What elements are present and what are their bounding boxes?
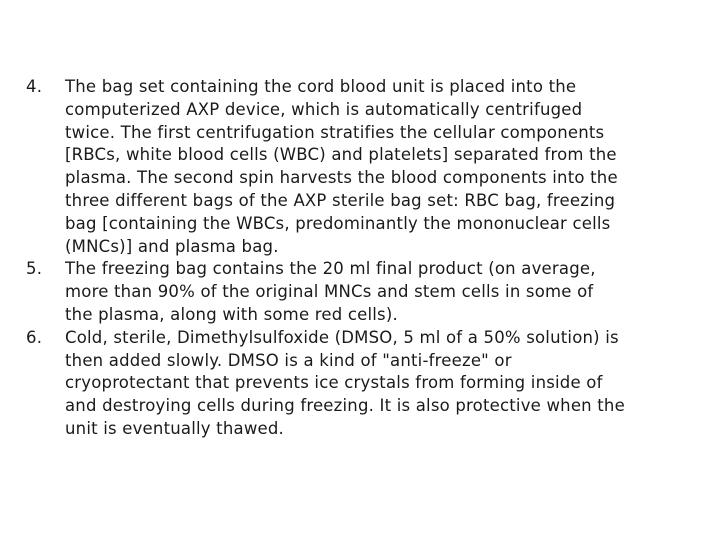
- text-line: computerized AXP device, which is automatically centrifuged: [65, 99, 583, 119]
- numbered-list: [26, 76, 702, 441]
- item-text: [65, 258, 702, 326]
- text-line: (MNCs)] and plasma bag.: [65, 236, 279, 256]
- list-item-6: [26, 327, 702, 441]
- list-item-5: [26, 258, 702, 326]
- item-number: 5.: [26, 259, 43, 279]
- text-line: bag [containing the WBCs, predominantly the mononuclear cells: [65, 213, 611, 233]
- item-number: 6.: [26, 327, 43, 347]
- item-text: [65, 76, 702, 258]
- item-text: [65, 327, 702, 441]
- text-line: more than 90% of the original MNCs and stem cells in some of: [65, 282, 594, 302]
- text-line: cryoprotectant that prevents ice crystals from forming inside of: [65, 373, 603, 393]
- item-number: 4.: [26, 77, 43, 96]
- text-line: The freezing bag contains the 20 ml final product (on average,: [65, 259, 596, 279]
- text-line: and destroying cells during freezing. It is also protective when the: [65, 396, 625, 416]
- text-line: unit is eventually thawed.: [65, 418, 284, 438]
- text-line: the plasma, along with some red cells).: [65, 304, 398, 324]
- text-line: then added slowly. DMSO is a kind of "anti-freeze" or: [65, 350, 512, 370]
- list-item-4: [26, 76, 702, 258]
- text-line: [RBCs, white blood cells (WBC) and platelets] separated from the: [65, 145, 617, 165]
- text-line: Cold, sterile, Dimethylsulfoxide (DMSO, 5 ml of a 50% solution) is: [65, 327, 619, 347]
- text-line: three different bags of the AXP sterile bag set: RBC bag, freezing: [65, 190, 616, 210]
- text-line: plasma. The second spin harvests the blood components into the: [65, 168, 618, 188]
- text-line: twice. The first centrifugation stratifies the cellular components: [65, 122, 605, 142]
- text-line: The bag set containing the cord blood unit is placed into the: [65, 77, 577, 96]
